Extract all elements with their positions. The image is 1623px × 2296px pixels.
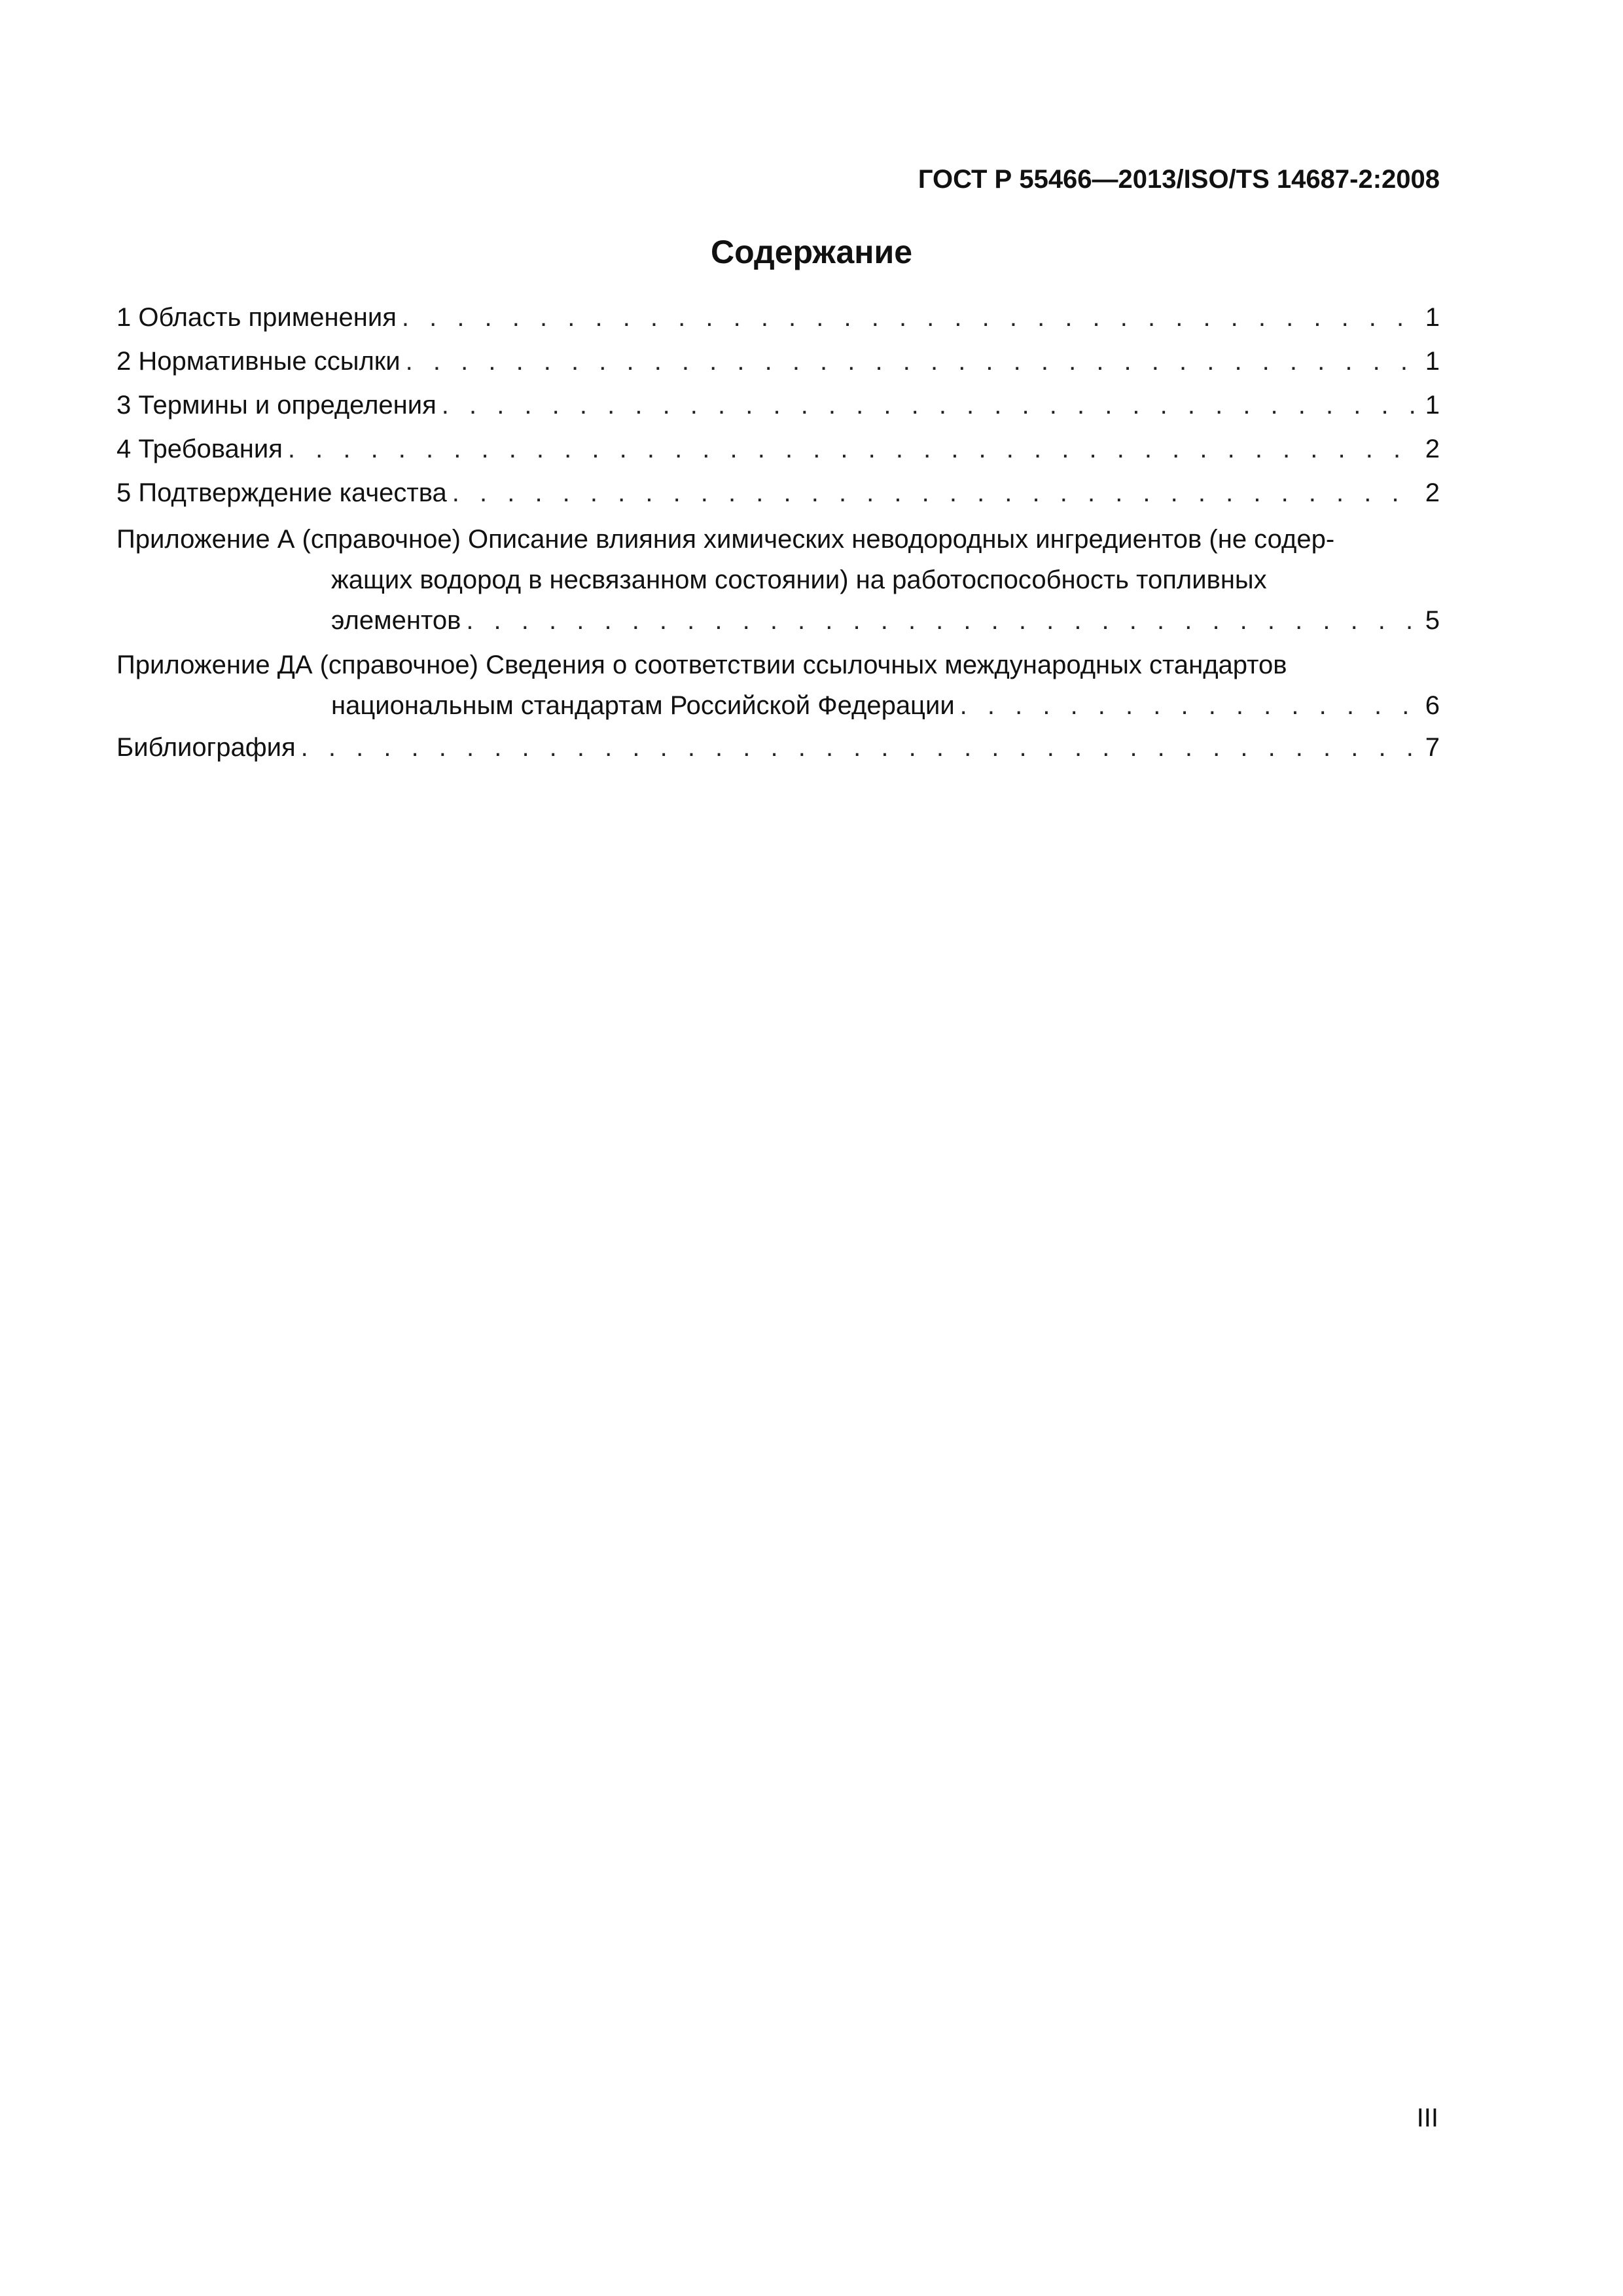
toc-entry-page: 1 xyxy=(1425,391,1440,420)
toc-leader-dots xyxy=(288,427,1419,471)
toc-leader-dots xyxy=(406,340,1419,384)
toc-entry[interactable] xyxy=(116,427,1440,471)
toc-entry-page: 2 xyxy=(1425,478,1440,507)
toc-title: Содержание xyxy=(710,234,913,270)
appendix-da-title-line-1: Приложение ДА (справочное) Сведения о соответствии ссылочных международных стандартов xyxy=(116,651,1287,679)
toc-entry[interactable] xyxy=(116,471,1440,515)
toc-entry-label: 4 Требования xyxy=(116,435,283,463)
page-number: III xyxy=(1416,2104,1438,2132)
toc-entry-label: 5 Подтверждение качества xyxy=(116,478,447,507)
appendix-a-title-line-2: жащих водород в несвязанном состоянии) на работоспособность топливных xyxy=(331,565,1267,594)
toc-entry-label: Библиография xyxy=(116,733,296,762)
toc-leader-dots xyxy=(402,296,1419,340)
toc-entry-label: национальным стандартам Российской Федерации xyxy=(331,691,955,720)
appendix-a-title-line-1: Приложение А (справочное) Описание влияния химических неводородных ингредиентов (не содер- xyxy=(116,525,1335,554)
toc-entry[interactable] xyxy=(116,384,1440,427)
toc-leader-dots xyxy=(301,726,1419,770)
appendix-da-title-line-2 xyxy=(116,685,1440,726)
toc-entry-page: 6 xyxy=(1425,691,1440,720)
document-header: ГОСТ Р 55466—2013/ISO/TS 14687-2:2008 xyxy=(918,165,1440,194)
toc-entry-bibliography[interactable] xyxy=(116,726,1440,770)
toc-entry-page: 7 xyxy=(1425,733,1440,762)
toc-leader-dots xyxy=(442,384,1419,427)
table-of-contents xyxy=(116,296,1440,770)
toc-entry-label: 3 Термины и определения xyxy=(116,391,437,420)
toc-leader-dots xyxy=(452,471,1419,515)
appendix-a-title-line-3 xyxy=(116,600,1440,641)
toc-leader-dots xyxy=(466,600,1418,641)
toc-leader-dots xyxy=(960,685,1419,726)
toc-entry-page: 1 xyxy=(1425,347,1440,376)
toc-entry-page: 1 xyxy=(1425,303,1440,332)
toc-entry-appendix-da[interactable] xyxy=(116,645,1440,726)
toc-entry-label: элементов xyxy=(331,606,461,635)
toc-entry-page: 5 xyxy=(1425,606,1440,635)
toc-entry-label: 1 Область применения xyxy=(116,303,397,332)
toc-entry-appendix-a[interactable] xyxy=(116,519,1440,641)
toc-entry[interactable] xyxy=(116,296,1440,340)
toc-entry-page: 2 xyxy=(1425,435,1440,463)
toc-entry-label: 2 Нормативные ссылки xyxy=(116,347,401,376)
toc-entry[interactable] xyxy=(116,340,1440,384)
